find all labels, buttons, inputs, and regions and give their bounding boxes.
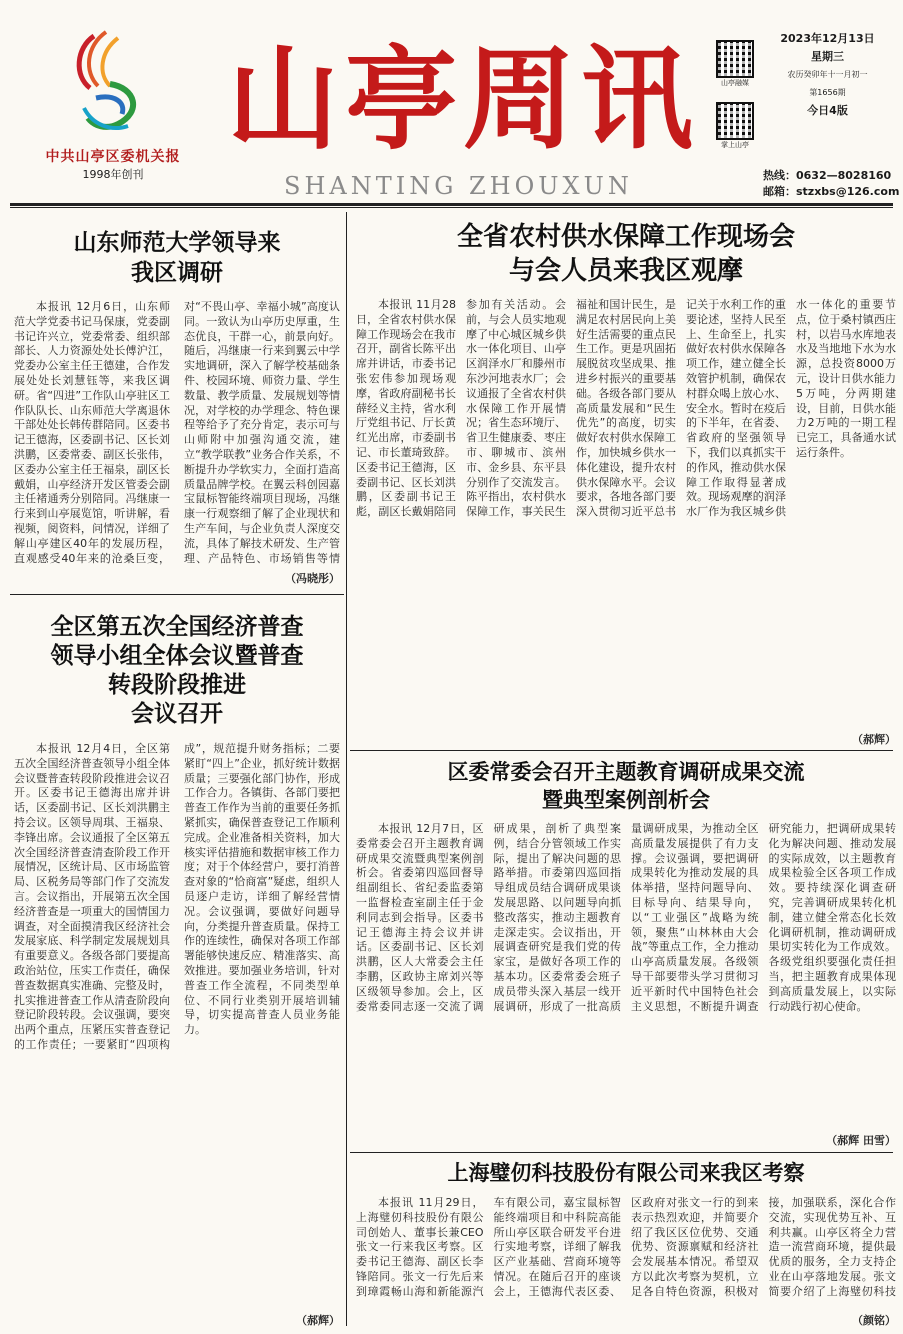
article1-headline: 山东师范大学领导来 我区调研 — [73, 229, 281, 286]
masthead-title — [224, 26, 702, 166]
date-block — [760, 30, 895, 120]
masthead-english: SHANTING ZHOUXUN — [284, 172, 633, 200]
lunar-date: 农历癸卯年十一月初一 — [787, 70, 868, 79]
article5-signature: （颜铭） — [852, 1314, 896, 1327]
qr-code-2[interactable]: 掌上山亭 — [710, 102, 760, 150]
qr-code-1[interactable]: 山亭融媒 — [710, 40, 760, 88]
founded-label: 1998年创刊 — [82, 168, 144, 181]
article5-headline: 上海璧仞科技股份有限公司来我区考察 — [447, 1160, 805, 1185]
district-logo — [66, 28, 148, 138]
divider — [350, 1152, 893, 1153]
article2-headline: 全省农村供水保障工作现场会 与会人员来我区观摩 — [456, 222, 795, 286]
divider — [350, 750, 893, 751]
masthead-rule-thin — [10, 207, 893, 208]
page-count: 今日4版 — [807, 104, 848, 117]
article2-body: 本报讯 11月28日，全省农村供水保障工作现场会在我市召开，副省长陈平出席并讲话，市委书记张宏伟参加现场观摩，省政府副秘书长薛经义主持，省水利厅党组书记、厅长黄红光出席，市委副书记、市长董琦致辞。区委书记王德海，区委副书记、区长刘洪鹏，区委副书记王彪，副区长戴娟陪同参加有关活动。会前，与会人员实地观摩了中心城区城乡供水一体化项目、山亭区润泽水厂和滕州市东沙河地表水厂；会议通报了全省农村供水保障工作开展情况；省生态环境厅、省卫生健康委、枣庄市、聊城市、滨州市、金乡县、东平县分别作了交流发言。陈平指出，农村供水保障工作，事关民生福祉和国计民生，是满足农村居民向上美好生活需要的重点民生工作。更是巩固拓展脱贫攻坚成果、推进乡村振兴的重要基础。各级各部门要从高质量发展和“民生优先”的高度，切实做好农村供水保障工作，加快城乡供水一体化建设，提升农村供水保障水平。会议要求，各地各部门要深入贯彻习近平总书记关于水利工作的重要论述，坚持人民至上、生命至上，扎实做好农村供水保障各项工作，建立健全长效管护机制，确保农村群众喝上放心水、安全水。暂时在疫后的下半年，在省委、省政府的坚强领导下，我们以真抓实干的作风，推动供水保障工作取得显著成效。现场观摩的润泽水厂作为我区城乡供水一体化的重要节点，位于桑村镇西庄村，以岩马水库地表水及当地地下水为水源，总投资8000万元，设计日供水能力5万吨，分两期建设，目前，日供水能力2万吨的一期工程已完工，具备通水试运行条件。 — [356, 298, 896, 519]
article4-signature: （郝辉 田雪） — [826, 1134, 896, 1147]
article3-body: 本报讯 12月4日，全区第五次全国经济普查领导小组全体会议暨普查转段阶段推进会议召开。区委书记王德海出席并讲话，区委副书记、区长刘洪鹏主持会议。区领导周琪、王福泉、李锋出席。会议通报了全区第五次全国经济普查清查阶段工作开展情况，区统计局、区市场监管局、区税务局等部门作了交流发言。会议指出，开展第五次全国经济普查是一项重大的国情国力调查，对全面摸清我区经济社会发展家底、科学制定发展规划具有重要意义。各级各部门要提高政治站位，压实工作责任，确保普查数据真实准确、完整及时，扎实推进普查工作从清查阶段向登记阶段转段。会议强调，要突出两个重点，压紧压实普查登记的工作责任；一要紧盯“四项构成”，规范提升财务指标；二要紧盯“四上”企业，抓好统计数据质量；三要强化部门协作，形成工作合力。各镇街、各部门要把普查工作作为当前的重要任务抓紧抓实，确保普查登记工作顺利完成。企业准备相关资料，加大核实评估措施和数据审核工作力度；对于个体经营户，要打消普查对象的“恰商富”疑虑，组织人员逐户走访，详细了解经营情况。会议强调，要做好问题导向，分类提升普查质量。保持工作的连续性，确保对各项工作部署能够快速反应、精准落实、高效推进。要加强业务培训，针对普查工作全流程，不同类型单位、不同行业类别开展培训辅导，切实提高普查人员业务能力。 — [14, 742, 340, 1051]
article3-signature: （郝辉） — [296, 1314, 340, 1327]
article4-body: 本报讯 12月7日，区委常委会召开主题教育调研成果交流暨典型案例剖析会。省委第四巡回督导组副组长、省纪委监委第一监督检查室副主任于金利同志到会指导。区委书记王德海主持会议并讲话。区委副书记、区长刘洪鹏，区人大常委会主任李鹏，区政协主席刘兴等区级领导参加。会上，区委常委同志逐一交流了调研成果，剖析了典型案例，结合分管领域工作实际，提出了解决问题的思路举措。市委第四巡回指导组成员结合调研成果谈发展思路、以问题导向抓整改落实，推动主题教育走深走实。会议指出，开展调查研究是我们党的传家宝，是做好各项工作的基本功。区委常委会班子成员带头深入基层一线开展调研，形成了一批高质量调研成果，为推动全区高质量发展提供了有力支撑。会议强调，要把调研成果转化为推动发展的具体举措，坚持问题导向、目标导向、结果导向，以“工业强区”战略为统领，聚焦“山林林由大会战”等重点工作，全力推动山亭高质量发展。各级领导干部要带头学习贯彻习近平新时代中国特色社会主义思想，不断提升调查研究能力，把调研成果转化为解决问题、推动发展的实际成效，以主题教育成果检验全区各项工作成效。要持续深化调查研究，完善调研成果转化机制，建立健全常态化长效化调研机制，推动调研成果切实转化为工作成效。各级党组织要强化责任担当，把主题教育成果体现到高质量发展上，以实际行动践行初心使命。 — [356, 822, 896, 1013]
article4-headline: 区委常委会召开主题教育调研成果交流 暨典型案例剖析会 — [447, 759, 805, 812]
organization-label: 中共山亭区委机关报 — [45, 149, 181, 165]
issue-date: 2023年12月13日 — [780, 32, 875, 45]
article2-signature: （郝辉） — [852, 733, 896, 746]
divider — [346, 752, 347, 1326]
weekday: 星期三 — [811, 50, 844, 63]
article3-headline: 全区第五次全国经济普查 领导小组全体会议暨普查 转段阶段推进 会议召开 — [50, 613, 304, 727]
article1-body: 本报讯 12月6日，山东师范大学党委书记马保康，党委副书记许兴立，党委常委、组织部部长、人力资源处处长傅沪江，党委办公室主任王德建，合作发展处处长刘慧钰等，来我区调研。省“四进”工作队山亭驻区工作队队长、山东师范大学离退休干部处处长韩传群陪同。区委书记王德海，区委副书记、区长刘洪鹏，区委常委、副区长张伟，区委办公室主任王福泉，副区长戴娟，山亭经济开发区管委会副主任褚通秀分别陪同。冯继康一行来到山亭展览馆，听讲解，看视频，阅资料，问情况，详细了解山亭建区40年的发展历程，直观感受40年来的沧桑巨变，对“不畏山亭、幸福小城”高度认同。一致认为山亭历史厚重，生态优良，干群一心，前景向好。随后，冯继康一行来到翼云中学实地调研，深入了解学校基础条件、校园环境、师资力量、学生数量、教学质量、发展规划等情况，对学校的办学理念、特色课程等给予了充分肯定，表示可与山师附中加强沟通交流，建立“教学联教”业务合作关系，不断提升办学软实力，全面打造高质量品牌学校。在翼云科创园嘉宝鼠标智能终端项目现场，冯继康一行观察细了解了企业现状和生产车间，与企业负责人深度交流，具体了解技术研发、生产管理、产品特色、市场销售等情 — [14, 300, 340, 565]
divider — [346, 212, 347, 752]
article5-body: 本报讯 11月29日，上海璧仞科技股份有限公司创始人、董事长兼CEO张文一行来我区考察。区委书记王德海、副区长李锋陪同。张文一行先后来到璋霞畅山海和新能源汽车有限公司，嘉宝鼠标智能终端项目和中科院高能所山亭区联合研发平台进行实地考察，详细了解我区产业基础、营商环境等情况。在随后召开的座谈会上，王德海代表区委、区政府对张文一行的到来表示热烈欢迎，并简要介绍了我区区位优势、交通优势、资源禀赋和经济社会发展基本情况。希望双方以此次考察为契机，立足各自特色资源，积极对接，加强联系，深化合作交流，实现优势互补、互利共赢。山亭区将全力营造一流营商环境，提供最优质的服务，全力支持企业在山亭落地发展。张文简要介绍了上海璧仞科技 — [356, 1196, 896, 1298]
masthead-rule — [10, 203, 893, 206]
contact-block — [763, 168, 899, 200]
divider — [10, 594, 344, 595]
email: 邮箱：stzxbs@126.com — [763, 185, 900, 198]
article1-signature: （冯晓彤） — [285, 572, 340, 585]
issue-number: 第1656期 — [809, 88, 846, 97]
svg-text:山亭周讯: 山亭周讯 — [227, 34, 699, 165]
hotline: 热线：0632—8028160 — [763, 169, 892, 182]
